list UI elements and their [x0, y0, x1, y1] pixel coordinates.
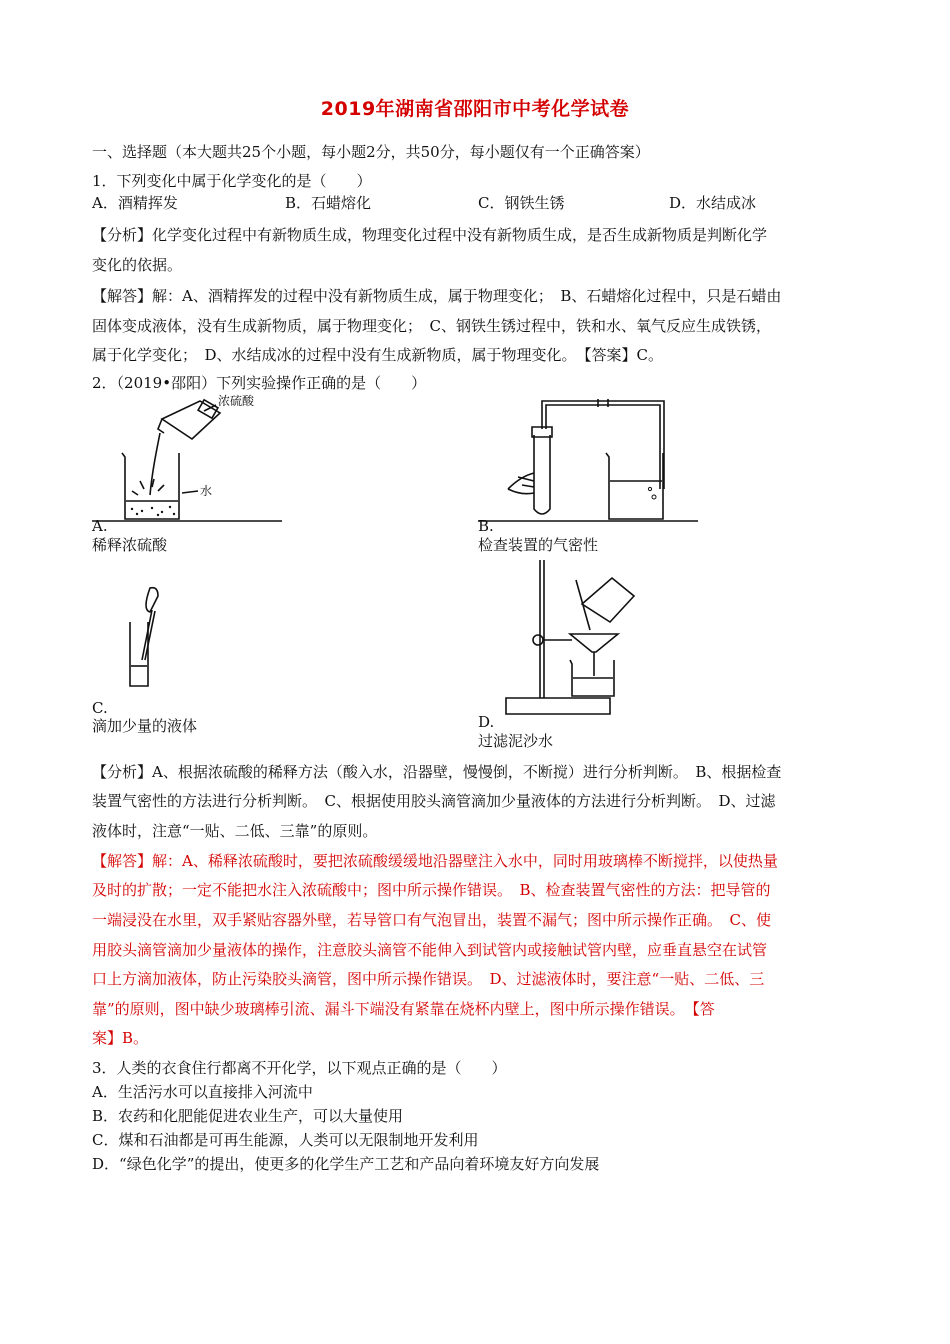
- q1-answer-line: 属于化学变化； D、水结成冰的过程中没有生成新物质，属于物理变化。 【答案】C。: [92, 346, 664, 364]
- figure-a-acid-label: 浓硫酸: [218, 394, 255, 408]
- q3-option-d: D．“绿色化学”的提出，使更多的化学生产工艺和产品向着环境友好方向发展: [92, 1155, 600, 1173]
- q2-analysis-line: 【分析】A、根据浓硫酸的稀释方法（酸入水，沿器壁，慢慢倒，不断搅）进行分析判断。 B、根据检查: [92, 763, 782, 781]
- q3-option-c: C．煤和石油都是可再生能源，人类可以无限制地开发利用: [92, 1131, 479, 1149]
- q2-analysis-line: 液体时，注意“一贴、二低、三靠”的原则。: [92, 822, 378, 840]
- q1-option-a: A．酒精挥发: [92, 194, 178, 212]
- q2-answer-line: 【解答】解：A、稀释浓硫酸时，要把浓硫酸缓缓地沿器壁注入水中，同时用玻璃棒不断搅拌，以使热量: [92, 852, 778, 870]
- q2-stem: 2．（2019•邵阳）下列实验操作正确的是（ ）: [92, 374, 427, 392]
- q3-option-b: B．农药和化肥能促进农业生产，可以大量使用: [92, 1107, 404, 1125]
- q1-analysis-line: 【分析】化学变化过程中有新物质生成，物理变化过程中没有新物质生成，是否生成新物质是判断化学: [92, 226, 768, 244]
- q1-answer-line: 固体变成液体，没有生成新物质，属于物理变化； C、钢铁生锈过程中，铁和水、氧气反应生成铁锈，: [92, 317, 771, 335]
- q2-answer-line: 靠”的原则，图中缺少玻璃棒引流、漏斗下端没有紧靠在烧杯内壁上，图中所示操作错误。 【答: [92, 1000, 715, 1018]
- figure-c-letter: C.: [92, 699, 108, 717]
- q2-answer-line: 用胶头滴管滴加少量液体的操作，注意胶头滴管不能伸入到试管内或接触试管内壁，应垂直悬空在试管: [92, 941, 768, 959]
- figure-d-letter: D.: [478, 713, 495, 731]
- q2-answer-line: 一端浸没在水里，双手紧贴容器外壁，若导管口有气泡冒出，装置不漏气；图中所示操作正确。 C、使: [92, 911, 771, 929]
- figure-b-letter: B.: [478, 517, 494, 535]
- q3-stem: 3．人类的衣食住行都离不开化学，以下观点正确的是（ ）: [92, 1059, 507, 1077]
- figure-a-letter: A.: [92, 517, 108, 535]
- q2-analysis-line: 装置气密性的方法进行分析判断。 C、根据使用胶头滴管滴加少量液体的方法进行分析判断。 D、过滤: [92, 792, 776, 810]
- q2-answer-line: 案】B。: [92, 1029, 149, 1047]
- q1-option-c: C．钢铁生锈: [478, 194, 565, 212]
- page-title: 2019年湖南省邵阳市中考化学试卷: [320, 98, 630, 120]
- figure-c-caption: 滴加少量的液体: [92, 717, 198, 735]
- figure-d-filtration: [478, 560, 678, 718]
- q1-option-d: D．水结成冰: [669, 194, 757, 212]
- figure-d-caption: 过滤泥沙水: [478, 732, 554, 750]
- q1-answer-line: 【解答】解：A、酒精挥发的过程中没有新物质生成，属于物理变化； B、石蜡熔化过程中，只是石蜡由: [92, 287, 782, 305]
- figure-b-airtightness: [478, 393, 708, 523]
- section-heading: 一、选择题（本大题共25个小题，每小题2分，共50分，每小题仅有一个正确答案）: [92, 143, 650, 161]
- q2-answer-line: 口上方滴加液体，防止污染胶头滴管，图中所示操作错误。 D、过滤液体时，要注意“一贴、二低、三: [92, 970, 765, 988]
- q2-answer-line: 及时的扩散；一定不能把水注入浓硫酸中；图中所示操作错误。 B、检查装置气密性的方法：把导管的: [92, 881, 771, 899]
- figure-a-caption: 稀释浓硫酸: [92, 536, 168, 554]
- figure-a-water-label: 水: [200, 484, 213, 498]
- q1-stem: 1．下列变化中属于化学变化的是（ ）: [92, 172, 372, 190]
- q1-option-b: B．石蜡熔化: [285, 194, 372, 212]
- q3-option-a: A．生活污水可以直接排入河流中: [92, 1083, 313, 1101]
- figure-c-dropper: [92, 582, 212, 700]
- figure-a-dilute-acid: [92, 393, 292, 523]
- figure-b-caption: 检查装置的气密性: [478, 536, 599, 554]
- q1-analysis-line: 变化的依据。: [92, 256, 183, 274]
